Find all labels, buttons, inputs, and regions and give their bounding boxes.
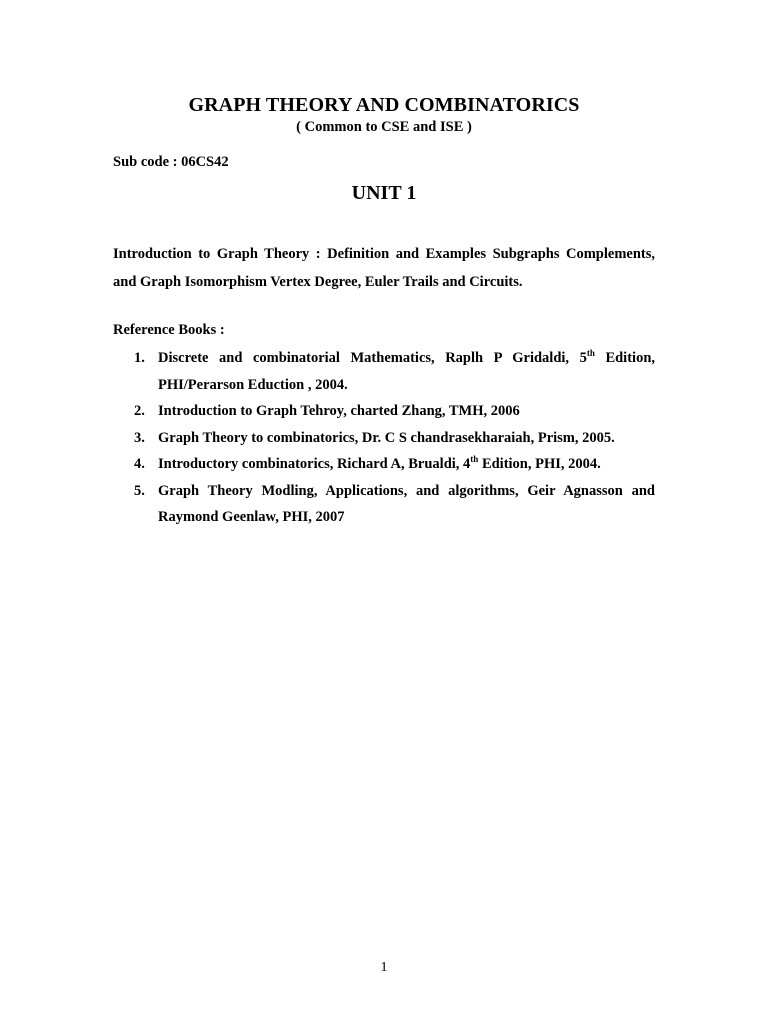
reference-item xyxy=(113,478,655,531)
unit-introduction: Introduction to Graph Theory : Definition and Examples Subgraphs Complements, and Graph Isomorphism Vertex Degree, Euler Trails and Circuits. xyxy=(113,246,655,290)
reference-number: 3. xyxy=(134,429,145,446)
reference-number: 4. xyxy=(134,456,145,472)
reference-item xyxy=(113,425,655,452)
reference-text: Graph Theory to combinatorics, Dr. C S chandrasekharaiah, Prism, 2005. xyxy=(158,429,615,446)
reference-list xyxy=(113,345,655,531)
reference-item xyxy=(113,398,655,425)
reference-number: 5. xyxy=(134,482,145,499)
reference-text: Graph Theory Modling, Applications, and algorithms, Geir Agnasson and Raymond Geenlaw, PHI, 2007 xyxy=(158,482,655,525)
document-subtitle: ( Common to CSE and ISE ) xyxy=(296,119,472,135)
reference-number: 2. xyxy=(134,403,145,419)
reference-superscript: th xyxy=(586,348,595,359)
unit-heading: UNIT 1 xyxy=(351,182,417,204)
reference-books-heading: Reference Books : xyxy=(113,322,225,338)
reference-number: 1. xyxy=(134,350,145,366)
reference-item xyxy=(113,345,655,398)
reference-superscript: th xyxy=(470,454,479,465)
reference-item xyxy=(113,451,655,478)
subject-code: Sub code : 06CS42 xyxy=(113,154,229,170)
reference-text: Introduction to Graph Tehroy, charted Zhang, TMH, 2006 xyxy=(158,403,520,419)
reference-text: Introductory combinatorics, Richard A, Brualdi, 4th Edition, PHI, 2004. xyxy=(158,454,601,472)
document-title: GRAPH THEORY AND COMBINATORICS xyxy=(188,94,580,116)
reference-text: Discrete and combinatorial Mathematics, Raplh P Gridaldi, 5th Edition, PHI/Perarson Eduction , 2004. xyxy=(158,348,656,393)
page-number: 1 xyxy=(380,960,388,975)
